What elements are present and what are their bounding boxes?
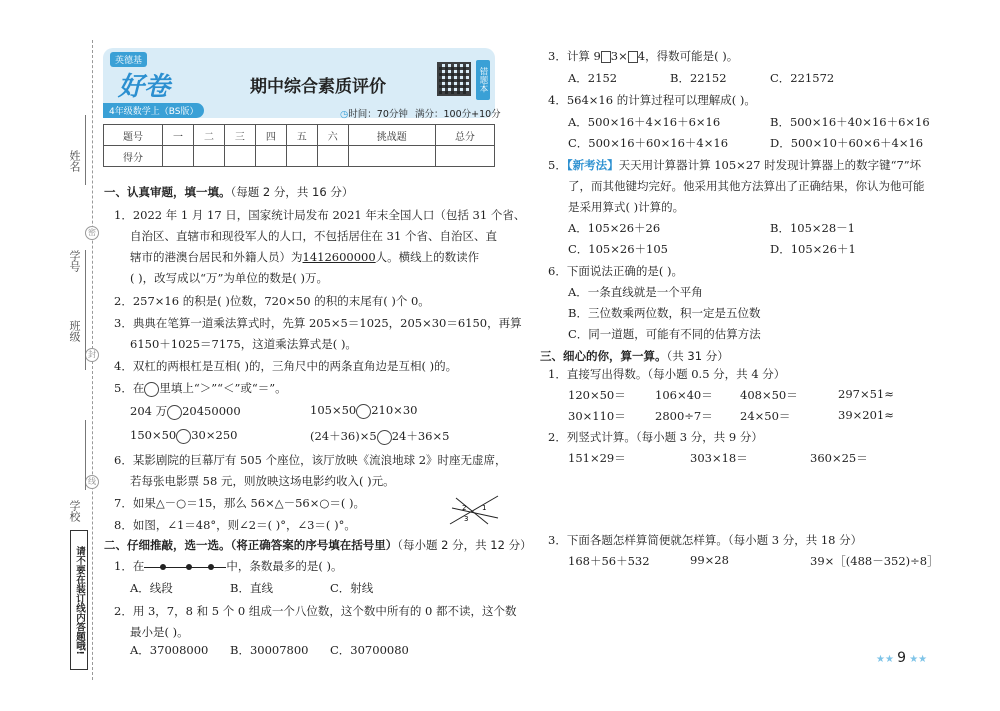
table-header-cell: 四	[255, 125, 286, 146]
compare-circle[interactable]	[377, 430, 392, 445]
angle-label: 3	[464, 515, 469, 523]
score-cell[interactable]	[286, 146, 317, 167]
choice-option[interactable]: B．22152	[670, 71, 727, 85]
choice-option[interactable]: D．105×26＋1	[770, 242, 856, 256]
choice-option[interactable]: C．同一道题，可能有不同的估算方法	[568, 327, 761, 341]
vertical-calc-item: 303×18＝	[690, 451, 748, 465]
calc-1: 1．直接写出得数。（每小题 0.5 分，共 4 分）	[548, 367, 786, 381]
q1-line: 自治区、直辖市和现役军人的人口，不包括居住在 31 个省、自治区、直	[130, 229, 497, 243]
brand-tag: 英德基	[110, 52, 147, 67]
oral-calc-item: 297×51≈	[838, 387, 894, 401]
table-header-cell: 二	[194, 125, 225, 146]
star-icon: ★★	[906, 654, 928, 665]
score-cell[interactable]	[317, 146, 348, 167]
choice-option[interactable]: A．一条直线就是一个平角	[568, 285, 703, 299]
page-number: ★★ 9 ★★	[876, 650, 928, 666]
choice-option[interactable]: B．直线	[230, 581, 273, 595]
q2: 2．257×16 的积是( )位数，720×50 的积的末尾有( )个 0。	[114, 294, 430, 308]
score-table	[103, 124, 495, 167]
q5-item: 150×50 30×250	[130, 428, 238, 442]
q5: 5．在 里填上“＞”“＜”或“＝”。	[114, 381, 287, 395]
section-3-title: 三、细心的你，算一算。（共 31 分）	[540, 349, 729, 363]
vertical-calc-item: 360×25＝	[810, 451, 868, 465]
choice-option[interactable]: C．105×26＋105	[568, 242, 668, 256]
digit-box	[628, 51, 638, 63]
student-no-label: 学号	[68, 250, 81, 272]
compare-circle[interactable]	[167, 405, 182, 420]
q5-item: 105×50 210×30	[310, 403, 418, 417]
score-cell[interactable]	[348, 146, 435, 167]
qr-tag: 错题本	[476, 60, 490, 100]
choice-option[interactable]: A．线段	[130, 581, 173, 595]
seal-ring: 线	[85, 475, 99, 489]
qr-code-icon	[437, 62, 471, 96]
table-header-cell: 挑战题	[348, 125, 435, 146]
table-header-cell: 六	[317, 125, 348, 146]
calc-3: 3．下面各题怎样算简便就怎样算。（每小题 3 分，共 18 分）	[548, 533, 863, 547]
score-cell[interactable]	[163, 146, 194, 167]
simplify-item: 99×28	[690, 553, 729, 567]
vertical-calc-item: 151×29＝	[568, 451, 626, 465]
choice-option[interactable]: A．500×16＋4×16＋6×16	[568, 115, 721, 129]
score-cell[interactable]	[435, 146, 494, 167]
row-label: 得分	[104, 146, 163, 167]
oral-calc-item: 24×50＝	[740, 409, 791, 423]
oral-calc-item: 408×50＝	[740, 388, 798, 402]
digit-box	[601, 51, 611, 63]
oral-calc-item: 2800÷7＝	[655, 409, 713, 423]
choice-option[interactable]: C．30700080	[330, 643, 409, 657]
choice-option[interactable]: C．射线	[330, 581, 374, 595]
choice-5-line: 了，而其他键均完好。他采用其他方法算出了正确结果，你认为他可能	[568, 179, 925, 193]
choice-option[interactable]: C．500×16＋60×16＋4×16	[568, 136, 729, 150]
q8: 8．如图，∠1＝48°，则∠2＝( )°，∠3＝( )°。	[114, 518, 356, 532]
compare-circle[interactable]	[176, 429, 191, 444]
oral-calc-item: 39×201≈	[838, 408, 894, 422]
q5-item: 204 万 20450000	[130, 404, 241, 418]
angle-label: 1	[482, 504, 487, 512]
simplify-item: 39×［(488－352)÷8］	[810, 554, 939, 568]
angle-label: 2	[462, 504, 467, 512]
table-row	[104, 146, 495, 167]
choice-option[interactable]: B．105×28－1	[770, 221, 855, 235]
section-1-title: 一、认真审题，填一填。（每题 2 分，共 16 分）	[104, 185, 354, 199]
score-cell[interactable]	[194, 146, 225, 167]
angle-figure	[448, 494, 500, 526]
choice-5-line: 5．【新考法】天天用计算器计算 105×27 时发现计算器上的数字键“7”坏	[548, 158, 922, 172]
choice-2-line: 最小是( )。	[130, 625, 189, 639]
choice-3: 3．计算 9 3× 4，得数可能是( )。	[548, 49, 739, 63]
school-label: 学校	[68, 500, 81, 522]
q6-line: 6．某影剧院的巨幕厅有 505 个座位，该厅放映《流浪地球 2》时座无虚席，	[114, 453, 507, 467]
star-icon: ★★	[876, 654, 898, 665]
q3-line: 6150＋1025＝7175，这道乘法算式是( )。	[130, 337, 357, 351]
clock-icon: ◷	[340, 109, 349, 120]
table-header-cell: 一	[163, 125, 194, 146]
section-2-title: 二、仔细推敲，选一选。（将正确答案的序号填在括号里）（每小题 2 分，共 12 分）	[104, 538, 532, 552]
seal-ring: 密	[85, 226, 99, 240]
choice-2-line: 2．用 3，7，8 和 5 个 0 组成一个八位数，这个数中所有的 0 都不读，这个数	[114, 604, 517, 618]
choice-option[interactable]: B．500×16＋40×16＋6×16	[770, 115, 930, 129]
score-cell[interactable]	[224, 146, 255, 167]
table-header-row	[104, 125, 495, 146]
new-method-badge: 【新考法】	[566, 158, 619, 172]
q5-item: (24＋36)×5 24＋36×5	[310, 429, 450, 443]
table-header-cell: 总分	[435, 125, 494, 146]
binding-notice: 请不要在装订线内答题哦!	[70, 530, 88, 670]
q3-line: 3．典典在笔算一道乘法算式时，先算 205×5＝1025，205×30＝6150，再算	[114, 316, 522, 330]
circle-blank	[144, 382, 159, 397]
exam-time: ◷时间：70分钟	[340, 109, 408, 120]
oral-calc-item: 106×40＝	[655, 388, 713, 402]
choice-option[interactable]: D．500×10＋60×6＋4×16	[770, 136, 924, 150]
compare-circle[interactable]	[356, 404, 371, 419]
choice-option[interactable]: A．37008000	[130, 643, 209, 657]
table-header-cell: 三	[224, 125, 255, 146]
choice-5-line: 是采用算式( )计算的。	[568, 200, 685, 214]
q1-line: 1．2022 年 1 月 17 日，国家统计局发布 2021 年末全国人口（包括 31 个省、	[114, 208, 526, 222]
oral-calc-item: 120×50＝	[568, 388, 626, 402]
table-header-cell: 五	[286, 125, 317, 146]
class-underline	[85, 300, 86, 370]
q4: 4．双杠的两根杠是互相( )的，三角尺中的两条直角边是互相( )的。	[114, 359, 458, 373]
line-with-points-figure	[144, 562, 226, 572]
oral-calc-item: 30×110＝	[568, 409, 626, 423]
seal-ring: 封	[85, 348, 99, 362]
q6-line: 若每张电影票 58 元，则放映这场电影约收入( )元。	[130, 474, 395, 488]
simplify-item: 168＋56＋532	[568, 554, 650, 568]
calc-2: 2．列竖式计算。（每小题 3 分，共 9 分）	[548, 430, 763, 444]
q1-line: 辖市的港澳台居民和外籍人员）为1412600000人。横线上的数读作	[130, 250, 480, 264]
choice-6: 6．下面说法正确的是( )。	[548, 264, 683, 278]
choice-option[interactable]: C．221572	[770, 71, 835, 85]
choice-option[interactable]: B．三位数乘两位数，积一定是五位数	[568, 306, 761, 320]
score-cell[interactable]	[255, 146, 286, 167]
choice-1: 1．在 中，条数最多的是( )。	[114, 559, 343, 573]
class-label: 班级	[68, 320, 81, 342]
grade-tag: 4年级数学上（BS版）	[103, 103, 204, 118]
choice-option[interactable]: A．105×26＋26	[568, 221, 661, 235]
full-score: 满分：100分+10分	[415, 109, 501, 120]
choice-4: 4．564×16 的计算过程可以理解成( )。	[548, 93, 756, 107]
choice-option[interactable]: B．30007800	[230, 643, 309, 657]
table-header-cell: 题号	[104, 125, 163, 146]
brand-logo: 好卷	[118, 72, 171, 102]
choice-option[interactable]: A．2152	[568, 71, 618, 85]
name-underline	[85, 115, 86, 185]
page-title: 期中综合素质评价	[250, 77, 386, 97]
q1-line: ( )，改写成以“万”为单位的数是( )万。	[130, 271, 329, 285]
name-label: 姓名	[68, 150, 81, 172]
q7: 7．如果△－○＝15，那么 56×△－56×○＝( )。	[114, 496, 366, 510]
school-underline	[85, 420, 86, 490]
